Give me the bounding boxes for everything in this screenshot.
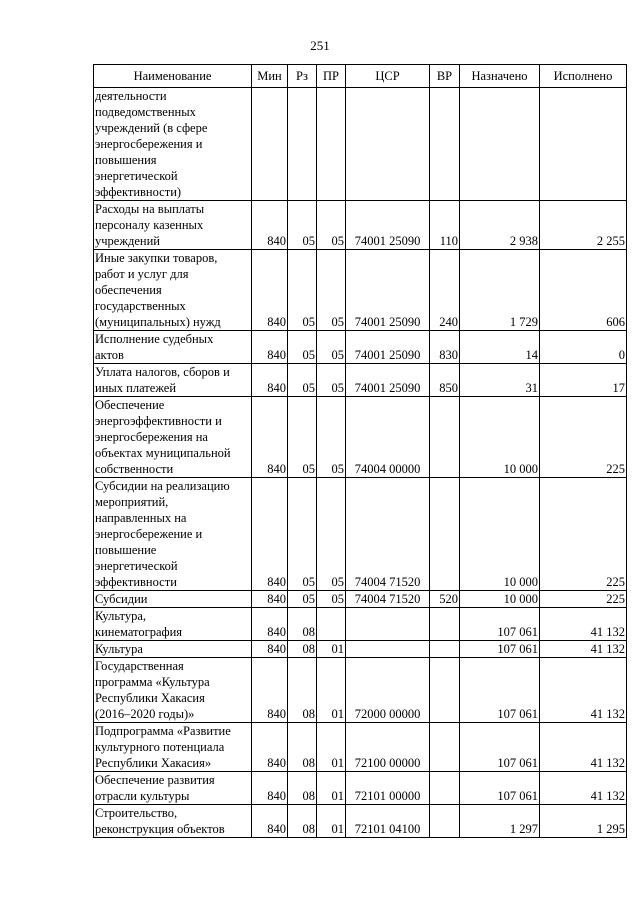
cell-csr-text: 72100 00000 [354,756,421,770]
cell-min [252,364,288,397]
cell-rz [288,478,317,591]
cell-assigned [460,608,540,641]
cell-csr-text: 74001 25090 [354,381,421,395]
cell-assigned [460,591,540,608]
cell-name-text: Культура [95,642,143,656]
cell-rz [288,397,317,478]
cell-name [94,478,252,591]
cell-rz [288,772,317,805]
cell-vr [430,250,460,331]
cell-min-text: 840 [267,756,286,770]
cell-executed-text: 225 [606,575,625,589]
cell-assigned-text: 2 938 [509,234,538,248]
cell-assigned [460,250,540,331]
table-row [94,250,627,331]
cell-executed-text: 41 132 [590,625,625,639]
cell-pr [317,478,346,591]
cell-rz-text: 05 [302,575,315,589]
cell-vr [430,331,460,364]
cell-name-text: Уплата налогов, сборов и иных платежей [95,365,230,395]
cell-pr-text: 05 [331,592,344,606]
cell-assigned-text: 107 061 [497,642,538,656]
cell-rz [288,88,317,201]
cell-assigned [460,723,540,772]
header-vr: ВР [430,65,460,88]
cell-name [94,805,252,838]
cell-executed-text: 225 [606,462,625,476]
cell-min [252,805,288,838]
cell-min [252,658,288,723]
cell-name [94,331,252,364]
cell-name [94,658,252,723]
cell-name [94,591,252,608]
cell-csr-text: 74001 25090 [354,234,421,248]
cell-name-text: Субсидии на реализацию мероприятий, направленных на энергосбережение и повышение энергетической эффективности [95,479,230,589]
cell-name-text: Иные закупки товаров, работ и услуг для обеспечения государственных (муниципальных) нужд [95,251,221,329]
cell-executed [540,331,627,364]
cell-assigned [460,397,540,478]
cell-min [252,397,288,478]
header-assigned: Назначено [460,65,540,88]
cell-min [252,250,288,331]
cell-name-text: Исполнение судебных актов [95,332,214,362]
cell-vr [430,364,460,397]
cell-executed [540,805,627,838]
cell-min [252,608,288,641]
cell-pr-text: 01 [331,822,344,836]
table-row [94,658,627,723]
cell-assigned [460,658,540,723]
table-row [94,397,627,478]
cell-pr-text: 05 [331,348,344,362]
cell-pr [317,331,346,364]
cell-executed-text: 17 [612,381,625,395]
cell-min-text: 840 [267,348,286,362]
cell-rz [288,591,317,608]
cell-pr [317,641,346,658]
table-row [94,331,627,364]
cell-csr [346,88,430,201]
cell-csr-text: 72101 00000 [354,789,421,803]
cell-rz-text: 05 [302,315,315,329]
cell-min-text: 840 [267,315,286,329]
cell-csr [346,250,430,331]
cell-executed [540,201,627,250]
cell-pr-text: 05 [331,315,344,329]
header-pr: ПР [317,65,346,88]
cell-vr [430,641,460,658]
cell-executed-text: 606 [606,315,625,329]
cell-name [94,641,252,658]
cell-pr-text: 05 [331,381,344,395]
cell-rz [288,658,317,723]
cell-csr [346,805,430,838]
cell-assigned-text: 10 000 [503,592,538,606]
cell-assigned-text: 1 729 [509,315,538,329]
cell-min [252,591,288,608]
cell-min-text: 840 [267,625,286,639]
table-row [94,772,627,805]
cell-pr [317,364,346,397]
cell-vr [430,658,460,723]
cell-vr [430,201,460,250]
table-row [94,641,627,658]
cell-min [252,331,288,364]
cell-csr-text: 74001 25090 [354,315,421,329]
cell-min [252,723,288,772]
table-row [94,723,627,772]
cell-executed-text: 41 132 [590,789,625,803]
cell-name [94,250,252,331]
cell-assigned [460,331,540,364]
cell-assigned [460,478,540,591]
cell-vr-text: 240 [439,315,458,329]
cell-min-text: 840 [267,381,286,395]
cell-pr [317,88,346,201]
cell-csr [346,397,430,478]
cell-pr-text: 01 [331,707,344,721]
table-header-row [94,65,627,88]
cell-pr [317,723,346,772]
cell-vr-text: 520 [439,592,458,606]
header-executed: Исполнено [540,65,627,88]
cell-rz [288,364,317,397]
cell-csr [346,658,430,723]
cell-pr [317,608,346,641]
cell-csr [346,478,430,591]
cell-name-text: Подпрограмма «Развитие культурного потенциала Республики Хакасия» [95,724,231,770]
cell-vr [430,772,460,805]
table-row [94,201,627,250]
cell-pr [317,201,346,250]
cell-rz [288,201,317,250]
header-rz: Рз [288,65,317,88]
cell-rz-text: 05 [302,381,315,395]
cell-pr-text: 01 [331,756,344,770]
cell-pr-text: 01 [331,642,344,656]
cell-csr-text: 72000 00000 [354,707,421,721]
cell-pr [317,772,346,805]
table-row [94,364,627,397]
cell-assigned [460,772,540,805]
cell-pr [317,591,346,608]
cell-csr [346,331,430,364]
cell-min-text: 840 [267,234,286,248]
cell-min-text: 840 [267,462,286,476]
cell-vr-text: 830 [439,348,458,362]
cell-executed-text: 41 132 [590,642,625,656]
cell-name-text: Строительство, реконструкция объектов [95,806,225,836]
cell-executed [540,658,627,723]
cell-name [94,88,252,201]
table-row [94,608,627,641]
cell-rz-text: 08 [302,707,315,721]
cell-executed-text: 0 [618,348,625,362]
cell-pr [317,658,346,723]
cell-min [252,478,288,591]
header-csr: ЦСР [346,65,430,88]
cell-rz-text: 05 [302,348,315,362]
cell-rz [288,641,317,658]
cell-rz-text: 08 [302,822,315,836]
cell-name [94,397,252,478]
cell-assigned [460,364,540,397]
cell-pr [317,397,346,478]
cell-executed-text: 41 132 [590,707,625,721]
cell-vr [430,397,460,478]
cell-pr-text: 05 [331,234,344,248]
cell-name [94,608,252,641]
cell-name-text: Субсидии [95,592,148,606]
cell-assigned-text: 107 061 [497,756,538,770]
cell-assigned [460,88,540,201]
cell-executed [540,250,627,331]
cell-name-text: Государственная программа «Культура Республики Хакасия (2016–2020 годы)» [95,659,210,721]
cell-vr [430,478,460,591]
cell-vr [430,608,460,641]
cell-csr [346,641,430,658]
header-min: Мин [252,65,288,88]
cell-min [252,772,288,805]
cell-pr [317,805,346,838]
cell-assigned-text: 10 000 [503,462,538,476]
cell-min-text: 840 [267,789,286,803]
cell-executed-text: 1 295 [596,822,625,836]
cell-vr-text: 850 [439,381,458,395]
cell-name-text: Культура, кинематография [95,609,183,639]
cell-vr [430,88,460,201]
cell-executed [540,88,627,201]
cell-rz-text: 08 [302,625,315,639]
cell-rz-text: 08 [302,756,315,770]
cell-min-text: 840 [267,592,286,606]
cell-rz [288,723,317,772]
cell-name [94,723,252,772]
cell-name [94,201,252,250]
cell-assigned-text: 31 [525,381,538,395]
cell-rz [288,608,317,641]
table-row [94,478,627,591]
cell-executed-text: 2 255 [596,234,625,248]
cell-rz-text: 05 [302,234,315,248]
cell-min [252,88,288,201]
cell-csr-text: 74004 00000 [354,462,421,476]
cell-csr-text: 72101 04100 [354,822,421,836]
cell-csr [346,591,430,608]
cell-rz-text: 05 [302,462,315,476]
cell-name-text: Расходы на выплаты персоналу казенных учреждений [95,202,205,248]
cell-name [94,364,252,397]
cell-name-text: Обеспечение развития отрасли культуры [95,773,215,803]
cell-csr [346,364,430,397]
cell-executed-text: 41 132 [590,756,625,770]
cell-pr-text: 05 [331,462,344,476]
cell-rz-text: 05 [302,592,315,606]
budget-table [93,64,627,838]
table-body [94,88,627,838]
cell-rz [288,250,317,331]
cell-executed [540,397,627,478]
cell-executed [540,591,627,608]
cell-min [252,641,288,658]
cell-pr-text: 05 [331,575,344,589]
cell-executed [540,723,627,772]
cell-rz-text: 08 [302,789,315,803]
cell-executed [540,478,627,591]
cell-name-text: деятельности подведомственных учреждений (в сфере энергосбережения и повышения энергетической эффективности) [95,89,208,199]
cell-assigned-text: 107 061 [497,625,538,639]
cell-rz [288,805,317,838]
cell-vr [430,805,460,838]
cell-min-text: 840 [267,642,286,656]
cell-assigned-text: 1 297 [509,822,538,836]
cell-min-text: 840 [267,822,286,836]
cell-csr-text: 74004 71520 [354,592,421,606]
cell-name [94,772,252,805]
cell-csr-text: 74001 25090 [354,348,421,362]
cell-assigned-text: 107 061 [497,789,538,803]
cell-pr [317,250,346,331]
cell-pr-text: 01 [331,789,344,803]
table-row [94,591,627,608]
cell-executed [540,641,627,658]
cell-assigned-text: 14 [525,348,538,362]
cell-csr [346,772,430,805]
header-name: Наименование [94,65,252,88]
cell-rz [288,331,317,364]
table-row [94,88,627,201]
table-row [94,805,627,838]
cell-assigned [460,641,540,658]
cell-executed [540,608,627,641]
cell-vr [430,723,460,772]
cell-executed-text: 225 [606,592,625,606]
cell-vr-text: 110 [439,234,458,248]
cell-executed [540,364,627,397]
cell-csr [346,608,430,641]
cell-min-text: 840 [267,707,286,721]
cell-vr [430,591,460,608]
cell-min-text: 840 [267,575,286,589]
cell-name-text: Обеспечение энергоэффективности и энергосбережения на объектах муниципальной собственности [95,398,231,476]
cell-assigned-text: 10 000 [503,575,538,589]
cell-assigned-text: 107 061 [497,707,538,721]
cell-executed [540,772,627,805]
page-number: 251 [310,38,330,53]
cell-assigned [460,201,540,250]
cell-assigned [460,805,540,838]
cell-csr-text: 74004 71520 [354,575,421,589]
cell-rz-text: 08 [302,642,315,656]
cell-csr [346,201,430,250]
cell-min [252,201,288,250]
cell-csr [346,723,430,772]
